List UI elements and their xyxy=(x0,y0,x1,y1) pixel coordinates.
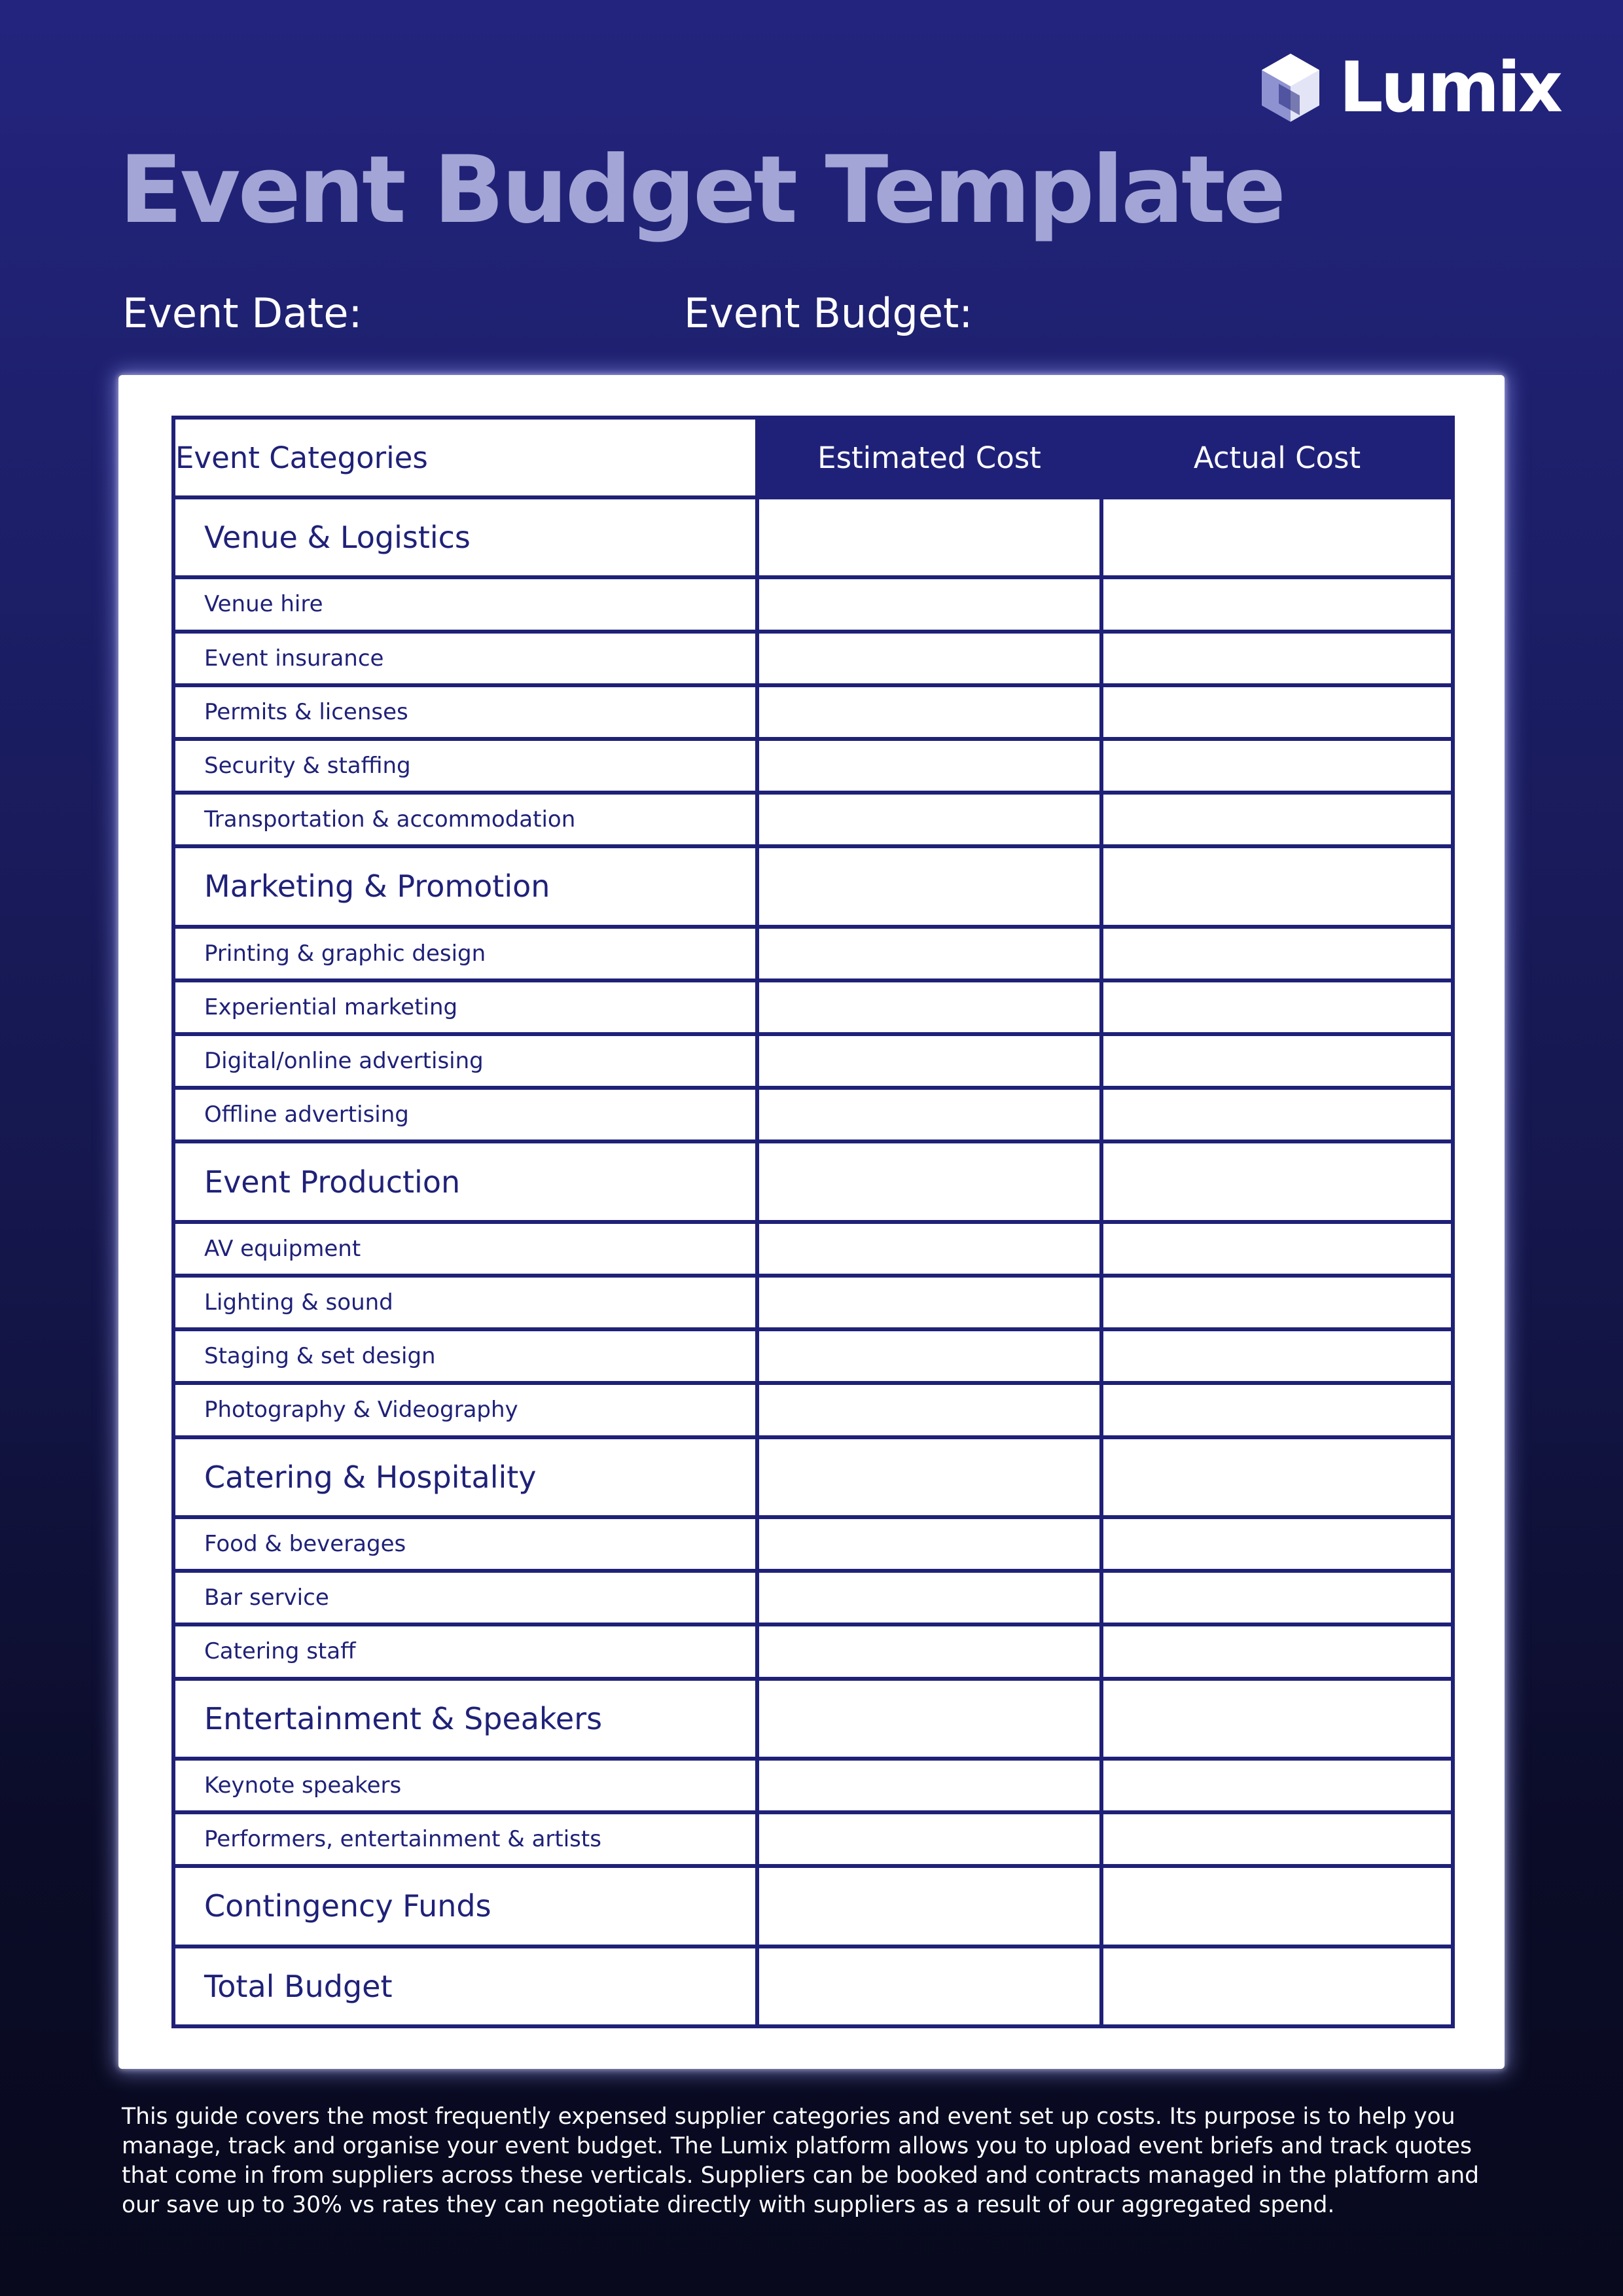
actual-cost-cell[interactable] xyxy=(1101,1759,1453,1812)
item-label: Bar service xyxy=(173,1571,757,1624)
header-actual-cost: Actual Cost xyxy=(1101,418,1453,497)
actual-cost-cell[interactable] xyxy=(1101,685,1453,739)
budget-card xyxy=(118,375,1505,2069)
item-label: Performers, entertainment & artists xyxy=(173,1812,757,1866)
section-row xyxy=(173,1437,1453,1517)
item-label: Security & staffing xyxy=(173,739,757,793)
actual-cost-cell[interactable] xyxy=(1101,1383,1453,1437)
estimated-cost-cell[interactable] xyxy=(757,1679,1101,1759)
table-row xyxy=(173,793,1453,846)
item-label: Offline advertising xyxy=(173,1088,757,1141)
brand-name: Lumix xyxy=(1339,47,1561,128)
actual-cost-cell[interactable] xyxy=(1101,1517,1453,1571)
section-row xyxy=(173,1141,1453,1221)
estimated-cost-cell[interactable] xyxy=(757,685,1101,739)
section-row xyxy=(173,497,1453,577)
estimated-cost-cell[interactable] xyxy=(757,1034,1101,1088)
section-row xyxy=(173,1946,1453,2026)
estimated-cost-cell[interactable] xyxy=(757,1276,1101,1329)
item-label: Staging & set design xyxy=(173,1329,757,1383)
estimated-cost-cell[interactable] xyxy=(757,1571,1101,1624)
estimated-cost-cell[interactable] xyxy=(757,632,1101,685)
table-row xyxy=(173,577,1453,631)
event-date-label: Event Date: xyxy=(122,289,363,337)
table-row xyxy=(173,1517,1453,1571)
item-label: Digital/online advertising xyxy=(173,1034,757,1088)
table-row xyxy=(173,739,1453,793)
section-label: Total Budget xyxy=(173,1946,757,2026)
estimated-cost-cell[interactable] xyxy=(757,1759,1101,1812)
estimated-cost-cell[interactable] xyxy=(757,497,1101,577)
estimated-cost-cell[interactable] xyxy=(757,980,1101,1034)
section-label: Venue & Logistics xyxy=(173,497,757,577)
actual-cost-cell[interactable] xyxy=(1101,1571,1453,1624)
actual-cost-cell[interactable] xyxy=(1101,1141,1453,1221)
table-row xyxy=(173,980,1453,1034)
item-label: Lighting & sound xyxy=(173,1276,757,1329)
section-label: Event Production xyxy=(173,1141,757,1221)
footer-note: This guide covers the most frequently expensed supplier categories and event set up costs. Its purpose is to help you manage, track and organise your event budget. The Lumix platform allows you to upload event briefs and track quotes that come in from suppliers across these verticals. Suppliers can be booked and contracts managed in the platform and our save up to 30% vs rates they can negotiate directly with suppliers as a result of our aggregated spend. xyxy=(122,2104,1480,2218)
estimated-cost-cell[interactable] xyxy=(757,1088,1101,1141)
item-label: Food & beverages xyxy=(173,1517,757,1571)
item-label: Venue hire xyxy=(173,577,757,631)
estimated-cost-cell[interactable] xyxy=(757,1329,1101,1383)
section-row xyxy=(173,846,1453,926)
estimated-cost-cell[interactable] xyxy=(757,1437,1101,1517)
actual-cost-cell[interactable] xyxy=(1101,1679,1453,1759)
estimated-cost-cell[interactable] xyxy=(757,1866,1101,1946)
item-label: Permits & licenses xyxy=(173,685,757,739)
actual-cost-cell[interactable] xyxy=(1101,1946,1453,2026)
actual-cost-cell[interactable] xyxy=(1101,846,1453,926)
item-label: Photography & Videography xyxy=(173,1383,757,1437)
hexagon-cube-icon xyxy=(1259,52,1322,123)
table-row xyxy=(173,1222,1453,1276)
estimated-cost-cell[interactable] xyxy=(757,1624,1101,1678)
item-label: Event insurance xyxy=(173,632,757,685)
table-row xyxy=(173,1329,1453,1383)
actual-cost-cell[interactable] xyxy=(1101,1866,1453,1946)
actual-cost-cell[interactable] xyxy=(1101,1034,1453,1088)
actual-cost-cell[interactable] xyxy=(1101,1222,1453,1276)
table-row xyxy=(173,632,1453,685)
estimated-cost-cell[interactable] xyxy=(757,1517,1101,1571)
actual-cost-cell[interactable] xyxy=(1101,1276,1453,1329)
section-row xyxy=(173,1866,1453,1946)
table-row xyxy=(173,1034,1453,1088)
estimated-cost-cell[interactable] xyxy=(757,1222,1101,1276)
actual-cost-cell[interactable] xyxy=(1101,1624,1453,1678)
estimated-cost-cell[interactable] xyxy=(757,1141,1101,1221)
actual-cost-cell[interactable] xyxy=(1101,1329,1453,1383)
item-label: AV equipment xyxy=(173,1222,757,1276)
actual-cost-cell[interactable] xyxy=(1101,497,1453,577)
item-label: Catering staff xyxy=(173,1624,757,1678)
table-row xyxy=(173,1276,1453,1329)
table-header-row xyxy=(173,418,1453,497)
estimated-cost-cell[interactable] xyxy=(757,1383,1101,1437)
actual-cost-cell[interactable] xyxy=(1101,1088,1453,1141)
estimated-cost-cell[interactable] xyxy=(757,577,1101,631)
actual-cost-cell[interactable] xyxy=(1101,632,1453,685)
actual-cost-cell[interactable] xyxy=(1101,927,1453,980)
estimated-cost-cell[interactable] xyxy=(757,1946,1101,2026)
actual-cost-cell[interactable] xyxy=(1101,1812,1453,1866)
section-row xyxy=(173,1679,1453,1759)
brand-logo xyxy=(1259,47,1561,128)
table-row xyxy=(173,1571,1453,1624)
budget-table-body xyxy=(173,497,1453,2026)
item-label: Transportation & accommodation xyxy=(173,793,757,846)
event-budget-label: Event Budget: xyxy=(684,289,973,337)
item-label: Printing & graphic design xyxy=(173,927,757,980)
actual-cost-cell[interactable] xyxy=(1101,980,1453,1034)
estimated-cost-cell[interactable] xyxy=(757,1812,1101,1866)
header-estimated-cost: Estimated Cost xyxy=(757,418,1101,497)
section-label: Marketing & Promotion xyxy=(173,846,757,926)
section-label: Entertainment & Speakers xyxy=(173,1679,757,1759)
estimated-cost-cell[interactable] xyxy=(757,846,1101,926)
header-event-categories: Event Categories xyxy=(173,418,757,497)
table-row xyxy=(173,1383,1453,1437)
table-row xyxy=(173,1812,1453,1866)
table-row xyxy=(173,1624,1453,1678)
actual-cost-cell[interactable] xyxy=(1101,1437,1453,1517)
actual-cost-cell[interactable] xyxy=(1101,739,1453,793)
page-title: Event Budget Template xyxy=(119,136,1284,244)
estimated-cost-cell[interactable] xyxy=(757,793,1101,846)
estimated-cost-cell[interactable] xyxy=(757,739,1101,793)
table-row xyxy=(173,1759,1453,1812)
table-row xyxy=(173,1088,1453,1141)
actual-cost-cell[interactable] xyxy=(1101,793,1453,846)
budget-table xyxy=(171,416,1455,2028)
item-label: Experiential marketing xyxy=(173,980,757,1034)
item-label: Keynote speakers xyxy=(173,1759,757,1812)
actual-cost-cell[interactable] xyxy=(1101,577,1453,631)
table-row xyxy=(173,927,1453,980)
section-label: Contingency Funds xyxy=(173,1866,757,1946)
section-label: Catering & Hospitality xyxy=(173,1437,757,1517)
table-row xyxy=(173,685,1453,739)
estimated-cost-cell[interactable] xyxy=(757,927,1101,980)
